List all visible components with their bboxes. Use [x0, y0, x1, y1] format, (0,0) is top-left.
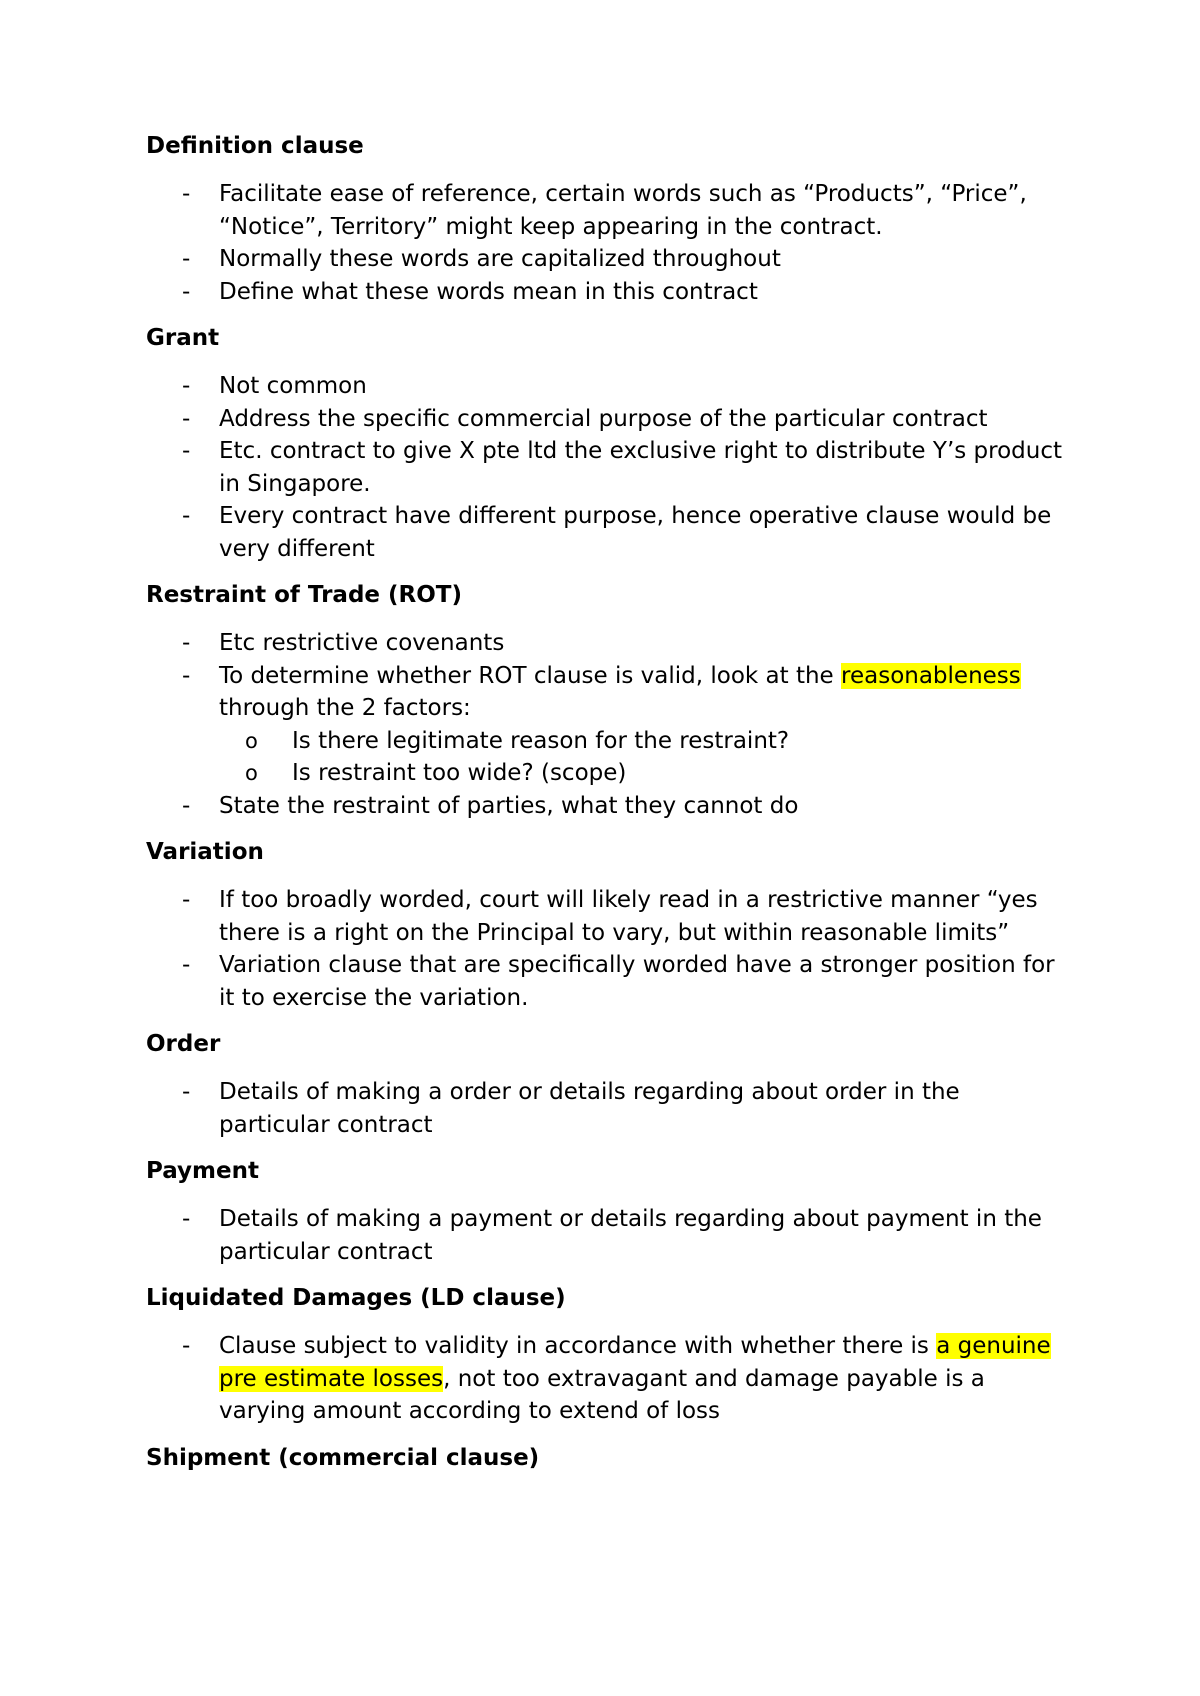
list-item-text: Variation clause that are specifically worded have a stronger position for it to exercise the variation.: [219, 952, 1055, 1011]
list-item-text: Etc. contract to give X pte ltd the exclusive right to distribute Y’s product in Singapore.: [219, 438, 1063, 497]
list-item-text: Details of making a payment or details regarding about payment in the particular contract: [219, 1206, 1042, 1265]
list-item-text: Details of making a order or details regarding about order in the particular contract: [219, 1079, 960, 1138]
dash-bullet: -: [182, 630, 191, 656]
dash-bullet: -: [182, 1206, 191, 1232]
dash-bullet: -: [182, 181, 191, 207]
list-item: [146, 403, 1076, 436]
list-item: [146, 243, 1076, 276]
list-item-text: To determine whether ROT clause is valid, look at the: [219, 662, 842, 689]
sub-list-item: [219, 757, 1076, 790]
list-item-text: Normally these words are capitalized throughout: [219, 246, 781, 272]
payment-list: [146, 1203, 1076, 1268]
sub-list-item-text: Is there legitimate reason for the restraint?: [292, 727, 790, 754]
liquidated-damages-list: [146, 1330, 1076, 1428]
dash-bullet: -: [182, 278, 191, 305]
dash-bullet: -: [182, 373, 191, 399]
list-item-text: Address the specific commercial purpose of the particular contract: [219, 405, 988, 432]
heading-liquidated-damages: Liquidated Damages (LD clause): [146, 1285, 566, 1311]
list-item-text: If too broadly worded, court will likely read in a restrictive manner “yes there is a right on the Principal to vary, but within reasonable limits”: [219, 887, 1038, 946]
list-item: [146, 660, 1076, 790]
list-item: [146, 435, 1076, 500]
list-item: [146, 627, 1076, 660]
highlighted-text: a genuine pre estimate losses: [219, 1333, 1051, 1392]
document-page: [146, 130, 1076, 1490]
list-item: [146, 790, 1076, 823]
order-list: [146, 1076, 1076, 1141]
list-item-text: Clause subject to validity in accordance with whether there is: [219, 1333, 937, 1359]
dash-bullet: -: [182, 952, 191, 978]
dash-bullet: -: [182, 503, 191, 529]
dash-bullet: -: [182, 246, 191, 272]
circle-bullet: o: [245, 728, 258, 753]
list-item-text: Not common: [219, 373, 367, 399]
list-item: [146, 884, 1076, 949]
list-item-text: State the restraint of parties, what they cannot do: [219, 792, 799, 819]
list-item: [146, 1330, 1076, 1428]
highlighted-text: reasonableness: [841, 662, 1021, 689]
heading-order: Order: [146, 1031, 221, 1057]
heading-shipment: Shipment (commercial clause): [146, 1444, 540, 1471]
dash-bullet: -: [182, 438, 191, 464]
list-item-text: through the 2 factors:: [219, 695, 471, 721]
heading-grant: Grant: [146, 325, 220, 351]
list-item: [146, 178, 1076, 243]
list-item: [146, 949, 1076, 1014]
restraint-of-trade-list: [146, 627, 1076, 822]
list-item-text: Etc restrictive covenants: [219, 630, 505, 656]
heading-variation: Variation: [146, 839, 264, 865]
list-item-text: Define what these words mean in this contract: [219, 278, 758, 305]
dash-bullet: -: [182, 792, 191, 819]
sub-list: [219, 725, 1076, 790]
dash-bullet: -: [182, 1333, 191, 1359]
list-item: [146, 1203, 1076, 1268]
heading-definition-clause: Definition clause: [146, 133, 364, 159]
list-item: [146, 500, 1076, 565]
list-item: [146, 1076, 1076, 1141]
variation-list: [146, 884, 1076, 1014]
dash-bullet: -: [182, 887, 191, 913]
list-item: [146, 370, 1076, 403]
list-item-text: Every contract have different purpose, hence operative clause would be very different: [219, 503, 1052, 562]
list-item-text: , not too extravagant and damage payable is a varying amount according to extend of loss: [219, 1365, 985, 1424]
definition-clause-list: [146, 178, 1076, 308]
dash-bullet: -: [182, 405, 191, 432]
heading-payment: Payment: [146, 1158, 259, 1184]
list-item: [146, 276, 1076, 309]
circle-bullet: o: [245, 761, 258, 785]
dash-bullet: -: [182, 1079, 191, 1105]
dash-bullet: -: [182, 662, 191, 689]
sub-list-item-text: Is restraint too wide? (scope): [292, 760, 627, 786]
grant-list: [146, 370, 1076, 565]
heading-restraint-of-trade: Restraint of Trade (ROT): [146, 582, 463, 608]
sub-list-item: [219, 725, 1076, 758]
list-item-text: Facilitate ease of reference, certain words such as “Products”, “Price”, “Notice”, Territory” might keep appearing in the contract.: [219, 181, 1027, 240]
